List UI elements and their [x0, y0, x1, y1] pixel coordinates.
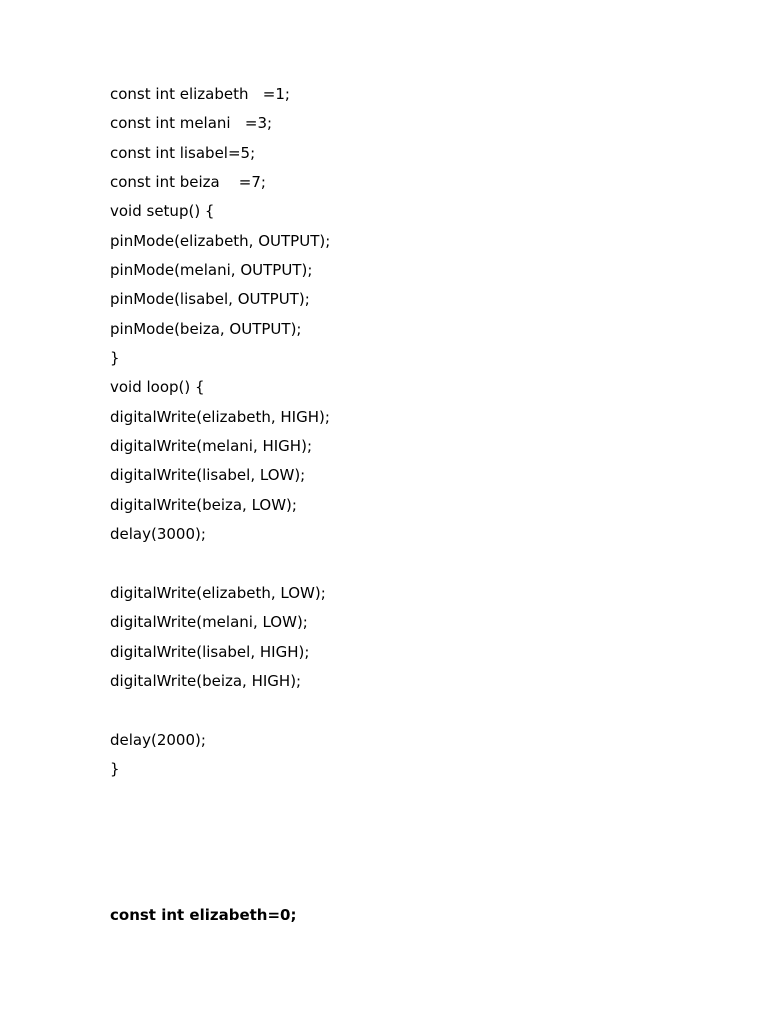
code-line: digitalWrite(melani, LOW); — [110, 613, 308, 632]
code-line: pinMode(beiza, OUTPUT); — [110, 319, 302, 338]
code-line: digitalWrite(beiza, HIGH); — [110, 671, 302, 690]
code-line: void setup() { — [110, 202, 215, 221]
code-line: digitalWrite(lisabel, LOW); — [110, 466, 306, 485]
code-line: } — [110, 349, 120, 368]
code-line: const int elizabeth =1; — [110, 85, 290, 103]
code-line: delay(3000); — [110, 525, 206, 544]
code-line-blank — [110, 553, 330, 582]
code-line: const int beiza =7; — [110, 173, 266, 192]
code-line: digitalWrite(elizabeth, HIGH); — [110, 407, 330, 426]
code-line: pinMode(elizabeth, OUTPUT); — [110, 231, 331, 250]
code-line: digitalWrite(lisabel, HIGH); — [110, 642, 310, 661]
code-line: const int lisabel=5; — [110, 143, 256, 162]
code-line: void loop() { — [110, 378, 205, 397]
code-line: } — [110, 759, 120, 778]
bold-code-line: const int elizabeth=0; — [110, 906, 297, 924]
code-line-blank — [110, 699, 330, 728]
code-line: delay(2000); — [110, 730, 206, 749]
code-line: digitalWrite(melani, HIGH); — [110, 437, 312, 456]
code-line: digitalWrite(elizabeth, LOW); — [110, 583, 326, 602]
code-line: pinMode(melani, OUTPUT); — [110, 261, 313, 280]
code-line: const int melani =3; — [110, 114, 273, 133]
code-block — [110, 83, 330, 787]
code-line: pinMode(lisabel, OUTPUT); — [110, 290, 310, 309]
code-line: digitalWrite(beiza, LOW); — [110, 495, 297, 514]
